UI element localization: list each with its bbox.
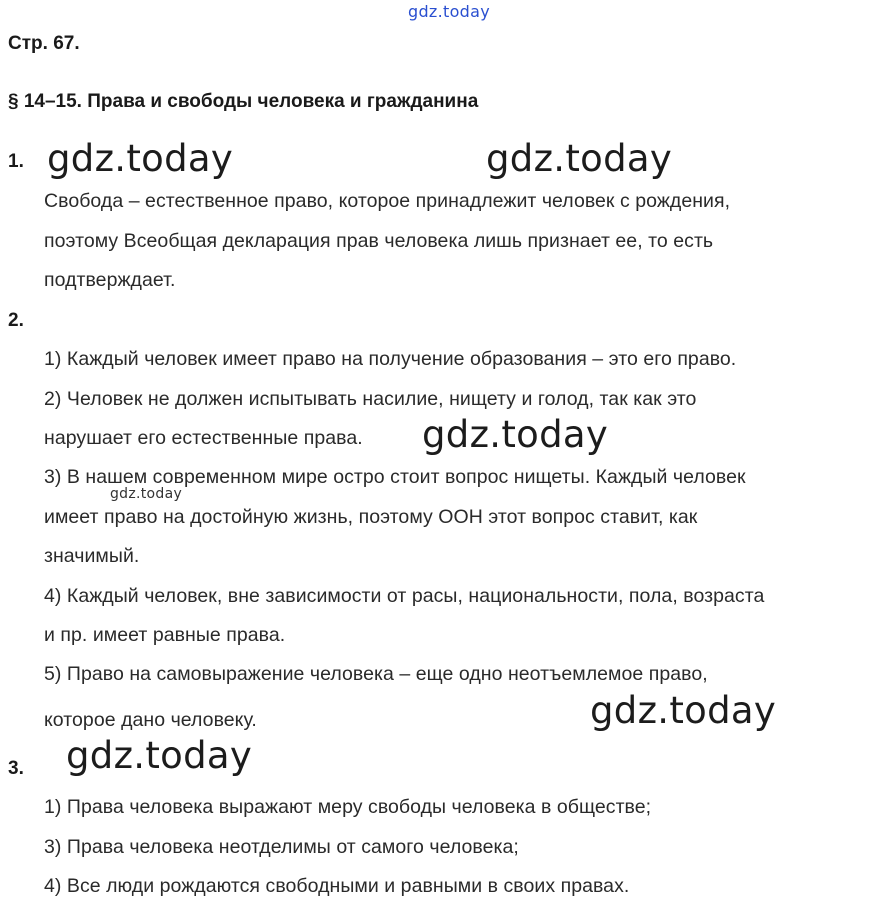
answer-line: и пр. имеет равные права. [44, 624, 286, 646]
section-title: § 14–15. Права и свободы человека и гражданина [8, 91, 479, 112]
answer-line: подтверждает. [44, 269, 176, 291]
answer-line: 3) Права человека неотделимы от самого человека; [44, 836, 519, 858]
watermark-top: gdz.today [408, 2, 490, 21]
watermark-small: gdz.today [110, 486, 183, 502]
watermark-1: gdz.today [47, 137, 234, 180]
answer-line: 1) Каждый человек имеет право на получение образования – это его право. [44, 348, 737, 370]
answer-line: 2) Человек не должен испытывать насилие, нищету и голод, так как это [44, 388, 697, 410]
question-number-1: 1. [8, 151, 24, 172]
answer-line: 3) В нашем современном мире остро стоит вопрос нищеты. Каждый человек [44, 466, 746, 488]
question-number-3: 3. [8, 758, 24, 779]
answer-line: которое дано человеку. [44, 709, 257, 731]
answer-line: Свобода – естественное право, которое принадлежит человек с рождения, [44, 190, 731, 212]
answer-line: 5) Право на самовыражение человека – еще одно неотъемлемое право, [44, 663, 708, 685]
answer-line: поэтому Всеобщая декларация прав человека лишь признает ее, то есть [44, 230, 714, 252]
answer-line: 4) Каждый человек, вне зависимости от расы, национальности, пола, возраста [44, 585, 765, 607]
page-label: Стр. 67. [8, 33, 80, 54]
question-number-2: 2. [8, 310, 24, 331]
answer-line: нарушает его естественные права. [44, 427, 363, 449]
watermark-2: gdz.today [486, 137, 673, 180]
answer-line: 1) Права человека выражают меру свободы человека в обществе; [44, 796, 652, 818]
answer-line: имеет право на достойную жизнь, поэтому ООН этот вопрос ставит, как [44, 506, 698, 528]
answer-line: 4) Все люди рождаются свободными и равными в своих правах. [44, 875, 630, 897]
watermark-4: gdz.today [590, 689, 777, 732]
watermark-5: gdz.today [66, 734, 253, 777]
watermark-3: gdz.today [422, 413, 609, 456]
answer-line: значимый. [44, 545, 140, 567]
